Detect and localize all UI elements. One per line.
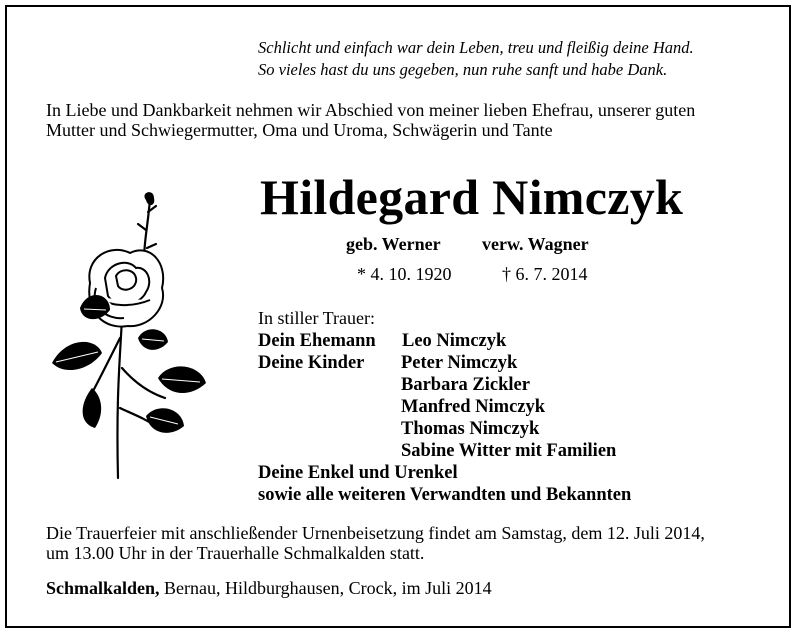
intro-line-2: Mutter und Schwiegermutter, Oma und Uroma, Schwägerin und Tante (46, 120, 553, 140)
spouse-label: Dein Ehemann (258, 331, 376, 351)
children-label: Deine Kinder (258, 353, 365, 373)
child-name: Peter Nimczyk (401, 353, 518, 373)
mourners-heading: In stiller Trauer: (258, 308, 375, 328)
funeral-line-1: Die Trauerfeier mit anschließender Urnenbeisetzung findet am Samstag, dem 12. Juli 2014, (46, 523, 705, 543)
birth-date: * 4. 10. 1920 (357, 264, 452, 284)
deceased-name: Hildegard Nimczyk (260, 169, 684, 225)
funeral-line-2: um 13.00 Uhr in der Trauerhalle Schmalkalden statt. (46, 543, 425, 563)
spouse-name: Leo Nimczyk (402, 331, 507, 351)
place-main: Schmalkalden, (46, 578, 160, 598)
grandchildren-line: Deine Enkel und Urenkel (258, 463, 458, 483)
child-name: Sabine Witter mit Familien (401, 441, 617, 461)
intro-line-1: In Liebe und Dankbarkeit nehmen wir Abschied von meiner lieben Ehefrau, unserer guten (46, 100, 696, 120)
birth-name: geb. Werner (346, 234, 441, 254)
place-date-line (46, 578, 492, 599)
death-date: † 6. 7. 2014 (502, 264, 588, 284)
child-name: Manfred Nimczyk (401, 397, 546, 417)
rose-icon (50, 188, 210, 488)
widowed-name: verw. Wagner (482, 234, 589, 254)
place-rest: Bernau, Hildburghausen, Crock, im Juli 2014 (159, 578, 492, 598)
child-name: Barbara Zickler (401, 375, 530, 395)
others-line: sowie alle weiteren Verwandten und Bekannten (258, 485, 632, 505)
poem-line-1: Schlicht und einfach war dein Leben, treu und fleißig deine Hand. (258, 38, 694, 57)
child-name: Thomas Nimczyk (401, 419, 540, 439)
poem-line-2: So vieles hast du uns gegeben, nun ruhe sanft und habe Dank. (258, 60, 668, 79)
